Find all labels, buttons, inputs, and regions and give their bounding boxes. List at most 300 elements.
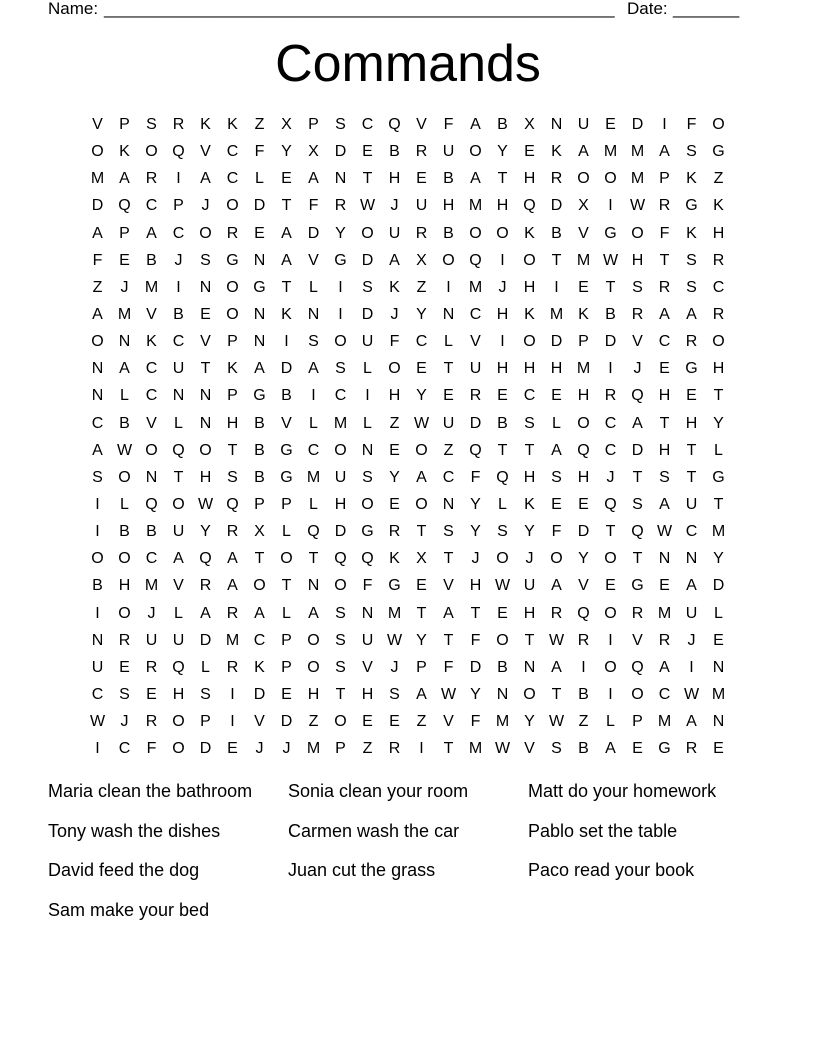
grid-letter[interactable]: A bbox=[119, 360, 130, 378]
grid-letter[interactable]: R bbox=[658, 631, 671, 649]
grid-letter[interactable]: C bbox=[604, 441, 617, 459]
grid-letter[interactable]: F bbox=[659, 224, 670, 242]
grid-letter[interactable]: S bbox=[659, 468, 670, 486]
grid-letter[interactable]: Q bbox=[577, 441, 590, 459]
grid-letter[interactable]: D bbox=[334, 523, 347, 541]
grid-letter[interactable]: K bbox=[686, 224, 697, 242]
grid-letter[interactable]: I bbox=[338, 278, 343, 296]
grid-letter[interactable]: S bbox=[524, 414, 535, 432]
grid-letter[interactable]: I bbox=[338, 306, 343, 324]
grid-letter[interactable]: U bbox=[577, 116, 590, 134]
grid-letter[interactable]: U bbox=[172, 523, 185, 541]
grid-letter[interactable]: K bbox=[389, 550, 400, 568]
grid-letter[interactable]: E bbox=[524, 143, 535, 161]
grid-letter[interactable]: S bbox=[119, 686, 130, 704]
grid-letter[interactable]: M bbox=[117, 306, 132, 324]
grid-letter[interactable]: V bbox=[632, 631, 643, 649]
grid-letter[interactable]: O bbox=[631, 686, 644, 704]
grid-letter[interactable]: V bbox=[146, 306, 157, 324]
grid-letter[interactable]: T bbox=[713, 387, 724, 405]
grid-letter[interactable]: C bbox=[91, 414, 104, 432]
grid-letter[interactable]: T bbox=[281, 577, 292, 595]
grid-letter[interactable]: S bbox=[686, 251, 697, 269]
grid-letter[interactable]: O bbox=[577, 170, 590, 188]
grid-letter[interactable]: L bbox=[444, 333, 453, 351]
grid-letter[interactable]: R bbox=[577, 631, 590, 649]
grid-letter[interactable]: O bbox=[199, 441, 212, 459]
grid-letter[interactable]: O bbox=[604, 550, 617, 568]
grid-letter[interactable]: N bbox=[307, 577, 320, 595]
grid-letter[interactable]: S bbox=[362, 468, 373, 486]
grid-letter[interactable]: X bbox=[308, 143, 319, 161]
grid-letter[interactable]: R bbox=[334, 197, 347, 215]
grid-letter[interactable]: M bbox=[630, 143, 645, 161]
grid-letter[interactable]: Q bbox=[172, 658, 185, 676]
grid-letter[interactable]: D bbox=[91, 197, 104, 215]
grid-letter[interactable]: M bbox=[306, 740, 321, 758]
grid-letter[interactable]: V bbox=[146, 414, 157, 432]
grid-letter[interactable]: O bbox=[415, 496, 428, 514]
grid-letter[interactable]: U bbox=[523, 577, 536, 595]
grid-letter[interactable]: Z bbox=[416, 713, 427, 731]
grid-letter[interactable]: C bbox=[442, 468, 455, 486]
grid-letter[interactable]: J bbox=[687, 631, 696, 649]
grid-letter[interactable]: Y bbox=[416, 631, 427, 649]
grid-letter[interactable]: P bbox=[200, 713, 211, 731]
grid-letter[interactable]: K bbox=[524, 306, 535, 324]
grid-letter[interactable]: R bbox=[658, 278, 671, 296]
grid-letter[interactable]: L bbox=[552, 414, 561, 432]
grid-letter[interactable]: A bbox=[119, 170, 130, 188]
grid-letter[interactable]: M bbox=[549, 306, 564, 324]
grid-letter[interactable]: U bbox=[442, 414, 455, 432]
grid-letter[interactable]: M bbox=[468, 278, 483, 296]
grid-letter[interactable]: C bbox=[469, 306, 482, 324]
grid-letter[interactable]: O bbox=[469, 224, 482, 242]
grid-letter[interactable]: B bbox=[497, 116, 508, 134]
grid-letter[interactable]: H bbox=[523, 278, 536, 296]
grid-letter[interactable]: M bbox=[630, 170, 645, 188]
grid-letter[interactable]: N bbox=[172, 387, 185, 405]
grid-letter[interactable]: C bbox=[145, 197, 158, 215]
grid-letter[interactable]: C bbox=[253, 631, 266, 649]
grid-letter[interactable]: P bbox=[281, 658, 292, 676]
grid-letter[interactable]: E bbox=[389, 713, 400, 731]
grid-letter[interactable]: A bbox=[92, 306, 103, 324]
grid-letter[interactable]: O bbox=[145, 441, 158, 459]
grid-letter[interactable]: K bbox=[281, 306, 292, 324]
grid-letter[interactable]: G bbox=[685, 197, 698, 215]
grid-letter[interactable]: O bbox=[604, 170, 617, 188]
grid-letter[interactable]: A bbox=[389, 251, 400, 269]
grid-letter[interactable]: E bbox=[551, 496, 562, 514]
grid-letter[interactable]: A bbox=[92, 224, 103, 242]
grid-letter[interactable]: I bbox=[311, 387, 316, 405]
grid-letter[interactable]: K bbox=[551, 143, 562, 161]
grid-letter[interactable]: O bbox=[226, 278, 239, 296]
grid-letter[interactable]: D bbox=[469, 658, 482, 676]
grid-letter[interactable]: H bbox=[226, 414, 239, 432]
grid-letter[interactable]: M bbox=[225, 631, 240, 649]
grid-letter[interactable]: V bbox=[578, 577, 589, 595]
grid-letter[interactable]: A bbox=[686, 306, 697, 324]
grid-letter[interactable]: I bbox=[608, 686, 613, 704]
grid-letter[interactable]: H bbox=[307, 686, 320, 704]
grid-letter[interactable]: V bbox=[254, 713, 265, 731]
grid-letter[interactable]: N bbox=[253, 251, 266, 269]
grid-letter[interactable]: D bbox=[361, 251, 374, 269]
grid-letter[interactable]: Z bbox=[92, 278, 103, 296]
grid-letter[interactable]: N bbox=[307, 306, 320, 324]
grid-letter[interactable]: T bbox=[686, 468, 697, 486]
grid-letter[interactable]: G bbox=[712, 468, 725, 486]
grid-letter[interactable]: U bbox=[415, 197, 428, 215]
grid-letter[interactable]: U bbox=[685, 496, 698, 514]
grid-letter[interactable]: Y bbox=[470, 496, 481, 514]
grid-letter[interactable]: R bbox=[658, 197, 671, 215]
grid-letter[interactable]: N bbox=[658, 550, 671, 568]
grid-letter[interactable]: X bbox=[281, 116, 292, 134]
grid-letter[interactable]: C bbox=[685, 523, 698, 541]
grid-letter[interactable]: R bbox=[685, 740, 698, 758]
grid-letter[interactable]: R bbox=[226, 658, 239, 676]
grid-letter[interactable]: M bbox=[306, 468, 321, 486]
grid-letter[interactable]: J bbox=[390, 658, 399, 676]
grid-letter[interactable]: O bbox=[712, 333, 725, 351]
grid-letter[interactable]: O bbox=[172, 713, 185, 731]
grid-letter[interactable]: B bbox=[146, 251, 157, 269]
grid-letter[interactable]: T bbox=[551, 686, 562, 704]
grid-letter[interactable]: E bbox=[497, 604, 508, 622]
grid-letter[interactable]: O bbox=[334, 713, 347, 731]
grid-letter[interactable]: A bbox=[254, 360, 265, 378]
grid-letter[interactable]: C bbox=[415, 333, 428, 351]
grid-letter[interactable]: J bbox=[282, 740, 291, 758]
grid-letter[interactable]: M bbox=[333, 414, 348, 432]
grid-letter[interactable]: M bbox=[468, 740, 483, 758]
grid-letter[interactable]: J bbox=[390, 197, 399, 215]
grid-letter[interactable]: E bbox=[659, 360, 670, 378]
grid-letter[interactable]: X bbox=[254, 523, 265, 541]
grid-letter[interactable]: T bbox=[497, 441, 508, 459]
grid-letter[interactable]: I bbox=[581, 658, 586, 676]
grid-letter[interactable]: P bbox=[119, 224, 130, 242]
grid-letter[interactable]: O bbox=[91, 550, 104, 568]
grid-letter[interactable]: D bbox=[199, 631, 212, 649]
grid-letter[interactable]: A bbox=[470, 170, 481, 188]
grid-letter[interactable]: G bbox=[280, 441, 293, 459]
grid-letter[interactable]: I bbox=[95, 523, 100, 541]
grid-letter[interactable]: O bbox=[469, 143, 482, 161]
grid-letter[interactable]: W bbox=[413, 414, 430, 432]
grid-letter[interactable]: M bbox=[576, 251, 591, 269]
grid-letter[interactable]: H bbox=[658, 387, 671, 405]
grid-letter[interactable]: R bbox=[199, 577, 212, 595]
grid-letter[interactable]: O bbox=[145, 143, 158, 161]
grid-letter[interactable]: W bbox=[683, 686, 700, 704]
grid-letter[interactable]: T bbox=[497, 170, 508, 188]
grid-letter[interactable]: S bbox=[227, 468, 238, 486]
grid-letter[interactable]: M bbox=[495, 713, 510, 731]
grid-letter[interactable]: E bbox=[578, 496, 589, 514]
grid-letter[interactable]: S bbox=[146, 116, 157, 134]
grid-letter[interactable]: O bbox=[496, 550, 509, 568]
grid-letter[interactable]: Z bbox=[443, 441, 454, 459]
grid-letter[interactable]: N bbox=[361, 604, 374, 622]
grid-letter[interactable]: W bbox=[656, 523, 673, 541]
grid-letter[interactable]: O bbox=[415, 441, 428, 459]
grid-letter[interactable]: H bbox=[118, 577, 131, 595]
grid-letter[interactable]: C bbox=[361, 116, 374, 134]
grid-letter[interactable]: K bbox=[713, 197, 724, 215]
grid-letter[interactable]: M bbox=[657, 713, 672, 731]
grid-letter[interactable]: P bbox=[308, 116, 319, 134]
grid-letter[interactable]: H bbox=[631, 251, 644, 269]
grid-letter[interactable]: V bbox=[200, 333, 211, 351]
grid-letter[interactable]: J bbox=[471, 550, 480, 568]
grid-letter[interactable]: R bbox=[388, 740, 401, 758]
grid-letter[interactable]: O bbox=[550, 550, 563, 568]
grid-letter[interactable]: P bbox=[632, 713, 643, 731]
grid-letter[interactable]: B bbox=[119, 414, 130, 432]
grid-letter[interactable]: V bbox=[470, 333, 481, 351]
grid-letter[interactable]: N bbox=[253, 306, 266, 324]
grid-letter[interactable]: W bbox=[548, 713, 565, 731]
name-field[interactable]: ______________________________________________________ bbox=[104, 0, 615, 18]
grid-letter[interactable]: K bbox=[254, 658, 265, 676]
grid-letter[interactable]: Q bbox=[145, 496, 158, 514]
grid-letter[interactable]: H bbox=[334, 496, 347, 514]
grid-letter[interactable]: D bbox=[604, 333, 617, 351]
grid-letter[interactable]: F bbox=[443, 116, 454, 134]
grid-letter[interactable]: Q bbox=[631, 387, 644, 405]
grid-letter[interactable]: T bbox=[443, 360, 454, 378]
grid-letter[interactable]: Q bbox=[577, 604, 590, 622]
grid-letter[interactable]: O bbox=[172, 740, 185, 758]
grid-letter[interactable]: T bbox=[605, 278, 616, 296]
grid-letter[interactable]: Q bbox=[469, 441, 482, 459]
grid-letter[interactable]: Q bbox=[172, 441, 185, 459]
grid-letter[interactable]: Q bbox=[172, 143, 185, 161]
grid-letter[interactable]: H bbox=[550, 360, 563, 378]
grid-letter[interactable]: V bbox=[362, 658, 373, 676]
grid-letter[interactable]: R bbox=[712, 251, 725, 269]
grid-letter[interactable]: A bbox=[659, 658, 670, 676]
grid-letter[interactable]: T bbox=[659, 414, 670, 432]
grid-letter[interactable]: L bbox=[309, 414, 318, 432]
grid-letter[interactable]: W bbox=[548, 631, 565, 649]
grid-letter[interactable]: V bbox=[173, 577, 184, 595]
grid-letter[interactable]: T bbox=[632, 550, 643, 568]
grid-letter[interactable]: Y bbox=[524, 713, 535, 731]
grid-letter[interactable]: Q bbox=[496, 468, 509, 486]
grid-letter[interactable]: E bbox=[551, 387, 562, 405]
grid-letter[interactable]: R bbox=[550, 604, 563, 622]
grid-letter[interactable]: D bbox=[577, 523, 590, 541]
grid-letter[interactable]: T bbox=[524, 631, 535, 649]
grid-letter[interactable]: O bbox=[388, 360, 401, 378]
grid-letter[interactable]: E bbox=[686, 387, 697, 405]
grid-letter[interactable]: E bbox=[713, 631, 724, 649]
grid-letter[interactable]: V bbox=[524, 740, 535, 758]
grid-letter[interactable]: I bbox=[662, 116, 667, 134]
grid-letter[interactable]: C bbox=[334, 387, 347, 405]
grid-letter[interactable]: F bbox=[389, 333, 400, 351]
grid-letter[interactable]: L bbox=[174, 604, 183, 622]
grid-letter[interactable]: A bbox=[416, 468, 427, 486]
grid-letter[interactable]: L bbox=[309, 496, 318, 514]
grid-letter[interactable]: R bbox=[172, 116, 185, 134]
grid-letter[interactable]: Z bbox=[713, 170, 724, 188]
grid-letter[interactable]: A bbox=[551, 441, 562, 459]
grid-letter[interactable]: D bbox=[631, 116, 644, 134]
grid-letter[interactable]: Q bbox=[361, 550, 374, 568]
grid-letter[interactable]: A bbox=[281, 224, 292, 242]
grid-letter[interactable]: R bbox=[469, 387, 482, 405]
grid-letter[interactable]: D bbox=[469, 414, 482, 432]
grid-letter[interactable]: I bbox=[230, 686, 235, 704]
grid-letter[interactable]: I bbox=[95, 740, 100, 758]
grid-letter[interactable]: L bbox=[309, 278, 318, 296]
grid-letter[interactable]: M bbox=[468, 197, 483, 215]
grid-letter[interactable]: P bbox=[173, 197, 184, 215]
grid-letter[interactable]: K bbox=[227, 116, 238, 134]
grid-letter[interactable]: K bbox=[524, 496, 535, 514]
grid-letter[interactable]: Y bbox=[416, 387, 427, 405]
grid-letter[interactable]: X bbox=[578, 197, 589, 215]
grid-letter[interactable]: C bbox=[307, 441, 320, 459]
grid-letter[interactable]: W bbox=[386, 631, 403, 649]
grid-letter[interactable]: N bbox=[91, 631, 104, 649]
grid-letter[interactable]: B bbox=[497, 658, 508, 676]
grid-letter[interactable]: Y bbox=[416, 306, 427, 324]
grid-letter[interactable]: E bbox=[389, 441, 400, 459]
grid-letter[interactable]: T bbox=[362, 170, 373, 188]
grid-letter[interactable]: N bbox=[496, 686, 509, 704]
grid-letter[interactable]: T bbox=[173, 468, 184, 486]
grid-letter[interactable]: N bbox=[199, 414, 212, 432]
grid-letter[interactable]: O bbox=[334, 577, 347, 595]
grid-letter[interactable]: W bbox=[602, 251, 619, 269]
grid-letter[interactable]: S bbox=[551, 468, 562, 486]
grid-letter[interactable]: T bbox=[524, 441, 535, 459]
grid-letter[interactable]: S bbox=[362, 278, 373, 296]
grid-letter[interactable]: L bbox=[282, 604, 291, 622]
grid-letter[interactable]: H bbox=[361, 686, 374, 704]
grid-letter[interactable]: J bbox=[498, 278, 507, 296]
grid-letter[interactable]: J bbox=[390, 306, 399, 324]
grid-letter[interactable]: D bbox=[199, 740, 212, 758]
grid-letter[interactable]: A bbox=[200, 170, 211, 188]
grid-letter[interactable]: I bbox=[419, 740, 424, 758]
grid-letter[interactable]: O bbox=[226, 197, 239, 215]
grid-letter[interactable]: Q bbox=[199, 550, 212, 568]
grid-letter[interactable]: N bbox=[118, 333, 131, 351]
grid-letter[interactable]: O bbox=[523, 333, 536, 351]
grid-letter[interactable]: L bbox=[363, 414, 372, 432]
grid-letter[interactable]: L bbox=[120, 496, 129, 514]
grid-letter[interactable]: H bbox=[496, 360, 509, 378]
grid-letter[interactable]: N bbox=[361, 441, 374, 459]
grid-letter[interactable]: Q bbox=[118, 197, 131, 215]
grid-letter[interactable]: A bbox=[578, 143, 589, 161]
grid-letter[interactable]: U bbox=[442, 143, 455, 161]
grid-letter[interactable]: D bbox=[280, 713, 293, 731]
grid-letter[interactable]: P bbox=[254, 496, 265, 514]
grid-letter[interactable]: R bbox=[388, 523, 401, 541]
grid-letter[interactable]: U bbox=[172, 631, 185, 649]
grid-letter[interactable]: A bbox=[200, 604, 211, 622]
grid-letter[interactable]: O bbox=[118, 468, 131, 486]
grid-letter[interactable]: E bbox=[416, 577, 427, 595]
grid-letter[interactable]: V bbox=[281, 414, 292, 432]
grid-letter[interactable]: Z bbox=[416, 278, 427, 296]
grid-letter[interactable]: T bbox=[659, 251, 670, 269]
grid-letter[interactable]: D bbox=[550, 333, 563, 351]
grid-letter[interactable]: E bbox=[227, 740, 238, 758]
grid-letter[interactable]: U bbox=[388, 224, 401, 242]
grid-letter[interactable]: I bbox=[176, 278, 181, 296]
grid-letter[interactable]: K bbox=[200, 116, 211, 134]
grid-letter[interactable]: W bbox=[89, 713, 106, 731]
grid-letter[interactable]: O bbox=[118, 550, 131, 568]
grid-letter[interactable]: E bbox=[713, 740, 724, 758]
grid-letter[interactable]: U bbox=[469, 360, 482, 378]
grid-letter[interactable]: C bbox=[604, 414, 617, 432]
grid-letter[interactable]: E bbox=[362, 713, 373, 731]
grid-letter[interactable]: T bbox=[254, 550, 265, 568]
grid-letter[interactable]: M bbox=[144, 278, 159, 296]
grid-letter[interactable]: C bbox=[172, 333, 185, 351]
grid-letter[interactable]: I bbox=[608, 360, 613, 378]
grid-letter[interactable]: T bbox=[686, 441, 697, 459]
grid-letter[interactable]: Q bbox=[388, 116, 401, 134]
grid-letter[interactable]: Y bbox=[497, 143, 508, 161]
grid-letter[interactable]: U bbox=[334, 468, 347, 486]
grid-letter[interactable]: G bbox=[253, 387, 266, 405]
grid-letter[interactable]: S bbox=[632, 496, 643, 514]
grid-letter[interactable]: R bbox=[550, 170, 563, 188]
grid-letter[interactable]: H bbox=[712, 360, 725, 378]
grid-letter[interactable]: E bbox=[605, 577, 616, 595]
grid-letter[interactable]: S bbox=[92, 468, 103, 486]
grid-letter[interactable]: Q bbox=[631, 523, 644, 541]
grid-letter[interactable]: D bbox=[361, 306, 374, 324]
grid-letter[interactable]: Q bbox=[523, 197, 536, 215]
grid-letter[interactable]: C bbox=[145, 387, 158, 405]
grid-letter[interactable]: T bbox=[227, 441, 238, 459]
grid-letter[interactable]: V bbox=[578, 224, 589, 242]
grid-letter[interactable]: H bbox=[685, 414, 698, 432]
grid-letter[interactable]: W bbox=[494, 577, 511, 595]
grid-letter[interactable]: J bbox=[525, 550, 534, 568]
grid-letter[interactable]: V bbox=[416, 116, 427, 134]
grid-letter[interactable]: R bbox=[415, 224, 428, 242]
grid-letter[interactable]: R bbox=[631, 604, 644, 622]
grid-letter[interactable]: L bbox=[363, 360, 372, 378]
grid-letter[interactable]: E bbox=[389, 496, 400, 514]
grid-letter[interactable]: O bbox=[361, 496, 374, 514]
grid-letter[interactable]: I bbox=[500, 333, 505, 351]
grid-letter[interactable]: W bbox=[116, 441, 133, 459]
grid-letter[interactable]: E bbox=[146, 686, 157, 704]
grid-letter[interactable]: L bbox=[201, 658, 210, 676]
grid-letter[interactable]: R bbox=[415, 143, 428, 161]
grid-letter[interactable]: H bbox=[523, 604, 536, 622]
grid-letter[interactable]: F bbox=[308, 197, 319, 215]
grid-letter[interactable]: L bbox=[282, 523, 291, 541]
grid-letter[interactable]: W bbox=[629, 197, 646, 215]
